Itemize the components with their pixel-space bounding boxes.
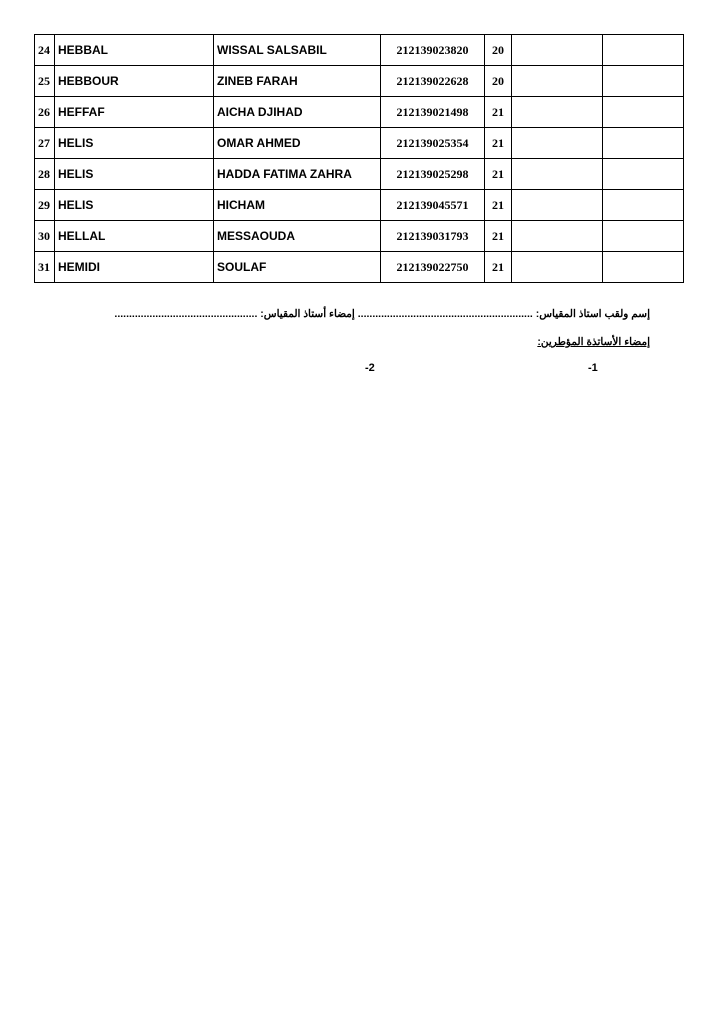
table-row	[35, 97, 684, 128]
group-number: 20	[485, 66, 512, 97]
empty-cell	[512, 66, 603, 97]
first-name: ZINEB FARAH	[214, 66, 381, 97]
last-name: HEBBOUR	[55, 66, 214, 97]
student-id: 212139022628	[381, 66, 485, 97]
row-number: 25	[35, 66, 55, 97]
empty-cell	[603, 97, 684, 128]
supervisor-signature-2: -2	[365, 362, 375, 374]
student-id: 212139025298	[381, 159, 485, 190]
empty-cell	[603, 221, 684, 252]
empty-cell	[512, 221, 603, 252]
table-row	[35, 128, 684, 159]
table-row	[35, 159, 684, 190]
student-id: 212139021498	[381, 97, 485, 128]
professor-name-signature-line: إسم ولقب استاذ المقياس: ............................................................ إمضاء أستاذ المقياس: .................................................	[114, 308, 650, 320]
group-number: 21	[485, 159, 512, 190]
group-number: 20	[485, 35, 512, 66]
group-number: 21	[485, 190, 512, 221]
group-number: 21	[485, 252, 512, 283]
group-number: 21	[485, 128, 512, 159]
empty-cell	[512, 252, 603, 283]
student-id: 212139031793	[381, 221, 485, 252]
first-name: OMAR AHMED	[214, 128, 381, 159]
table-row	[35, 221, 684, 252]
row-number: 28	[35, 159, 55, 190]
first-name: AICHA DJIHAD	[214, 97, 381, 128]
first-name: SOULAF	[214, 252, 381, 283]
student-roster-table	[34, 34, 684, 283]
last-name: HEMIDI	[55, 252, 214, 283]
first-name: WISSAL SALSABIL	[214, 35, 381, 66]
supervisors-signature-label: إمضاء الأساتذة المؤطرين:	[537, 336, 650, 348]
supervisor-signature-1: -1	[588, 362, 598, 374]
row-number: 30	[35, 221, 55, 252]
student-id: 212139045571	[381, 190, 485, 221]
row-number: 29	[35, 190, 55, 221]
row-number: 26	[35, 97, 55, 128]
last-name: HELLAL	[55, 221, 214, 252]
group-number: 21	[485, 97, 512, 128]
student-id: 212139023820	[381, 35, 485, 66]
first-name: HADDA FATIMA ZAHRA	[214, 159, 381, 190]
row-number: 24	[35, 35, 55, 66]
last-name: HEFFAF	[55, 97, 214, 128]
row-number: 27	[35, 128, 55, 159]
last-name: HEBBAL	[55, 35, 214, 66]
empty-cell	[512, 159, 603, 190]
first-name: HICHAM	[214, 190, 381, 221]
empty-cell	[512, 35, 603, 66]
empty-cell	[603, 252, 684, 283]
empty-cell	[603, 190, 684, 221]
row-number: 31	[35, 252, 55, 283]
group-number: 21	[485, 221, 512, 252]
last-name: HELIS	[55, 190, 214, 221]
student-id: 212139025354	[381, 128, 485, 159]
table-row	[35, 252, 684, 283]
empty-cell	[603, 128, 684, 159]
table-row	[35, 35, 684, 66]
first-name: MESSAOUDA	[214, 221, 381, 252]
last-name: HELIS	[55, 159, 214, 190]
table-row	[35, 66, 684, 97]
empty-cell	[512, 190, 603, 221]
student-id: 212139022750	[381, 252, 485, 283]
empty-cell	[512, 128, 603, 159]
empty-cell	[512, 97, 603, 128]
last-name: HELIS	[55, 128, 214, 159]
empty-cell	[603, 159, 684, 190]
empty-cell	[603, 66, 684, 97]
table-row	[35, 190, 684, 221]
empty-cell	[603, 35, 684, 66]
